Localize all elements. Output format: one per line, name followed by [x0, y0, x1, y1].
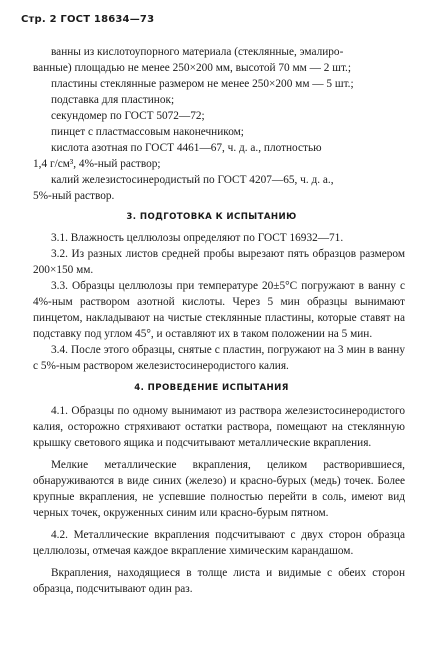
list-line: пинцет с пластмассовым наконечником;: [51, 126, 244, 138]
section-3-body: [33, 230, 405, 374]
list-line: подставка для пластинок;: [51, 94, 175, 106]
paragraph-3-4: 3.4. После этого образцы, снятые с пластин, погружают на 3 мин в ванну с 5%-ным раствором железистосинеродистого калия.: [33, 344, 405, 372]
list-line: пластины стеклянные размером не менее 250×200 мм — 5 шт.;: [51, 78, 354, 90]
paragraph-4-2-cont: Вкрапления, находящиеся в толще листа и видимые с обеих сторон образца, подсчитывают один раз.: [33, 567, 405, 595]
list-line: секундомер по ГОСТ 5072—72;: [51, 110, 205, 122]
paragraph-4-1-cont: Мелкие металлические вкрапления, целиком растворившиеся, обнаруживаются в виде синих (железо) и красно-бурых (медь) точек. Более крупные вкрапления, не успевшие полностью перейти в соль, имеют вид черных точек, окруженных синим или красно-бурым пятном.: [33, 459, 405, 519]
list-line: 1,4 г/см³, 4%-ный раствор;: [33, 158, 161, 170]
paragraph-3-3: 3.3. Образцы целлюлозы при температуре 20±5°С погружают в ванну с 4%-ным раствором азотной кислоты. Через 5 мин образцы вынимают пинцетом, накладывают на чистые стеклянные пластины, которые ставят на подставку под углом 45°, и оставляют их в таком положении на 5 мин.: [33, 280, 405, 340]
list-line: кислота азотная по ГОСТ 4461—67, ч. д. а., плотностью: [51, 142, 322, 154]
paragraph-4-1: 4.1. Образцы по одному вынимают из раствора железистосинеродистого калия, осторожно стряхивают остатки раствора, помещают на стеклянную крышку светового ящика и подсчитывают металлические вкрапления.: [33, 405, 405, 449]
paragraph-4-2: 4.2. Металлические вкрапления подсчитывают с двух сторон образца целлюлозы, отмечая каждое вкрапление химическим карандашом.: [33, 529, 405, 557]
equipment-list: [33, 44, 405, 204]
paragraph-3-1: 3.1. Влажность целлюлозы определяют по ГОСТ 16932—71.: [51, 232, 344, 244]
list-line: ванные) площадью не менее 250×200 мм, высотой 70 мм — 2 шт.;: [33, 62, 351, 74]
list-line: 5%-ный раствор.: [33, 190, 115, 202]
page-header: Стр. 2 ГОСТ 18634—73: [21, 14, 155, 25]
list-line: калий железистосинеродистый по ГОСТ 4207—65, ч. д. а.,: [51, 174, 334, 186]
section-4-body: [33, 403, 405, 597]
list-line: ванны из кислотоупорного материала (стеклянные, эмалиро-: [51, 46, 344, 58]
section-3-title: 3. ПОДГОТОВКА К ИСПЫТАНИЮ: [126, 212, 297, 222]
paragraph-3-2: 3.2. Из разных листов средней пробы вырезают пять образцов размером 200×150 мм.: [33, 248, 405, 276]
section-4-title: 4. ПРОВЕДЕНИЕ ИСПЫТАНИЯ: [134, 383, 289, 393]
